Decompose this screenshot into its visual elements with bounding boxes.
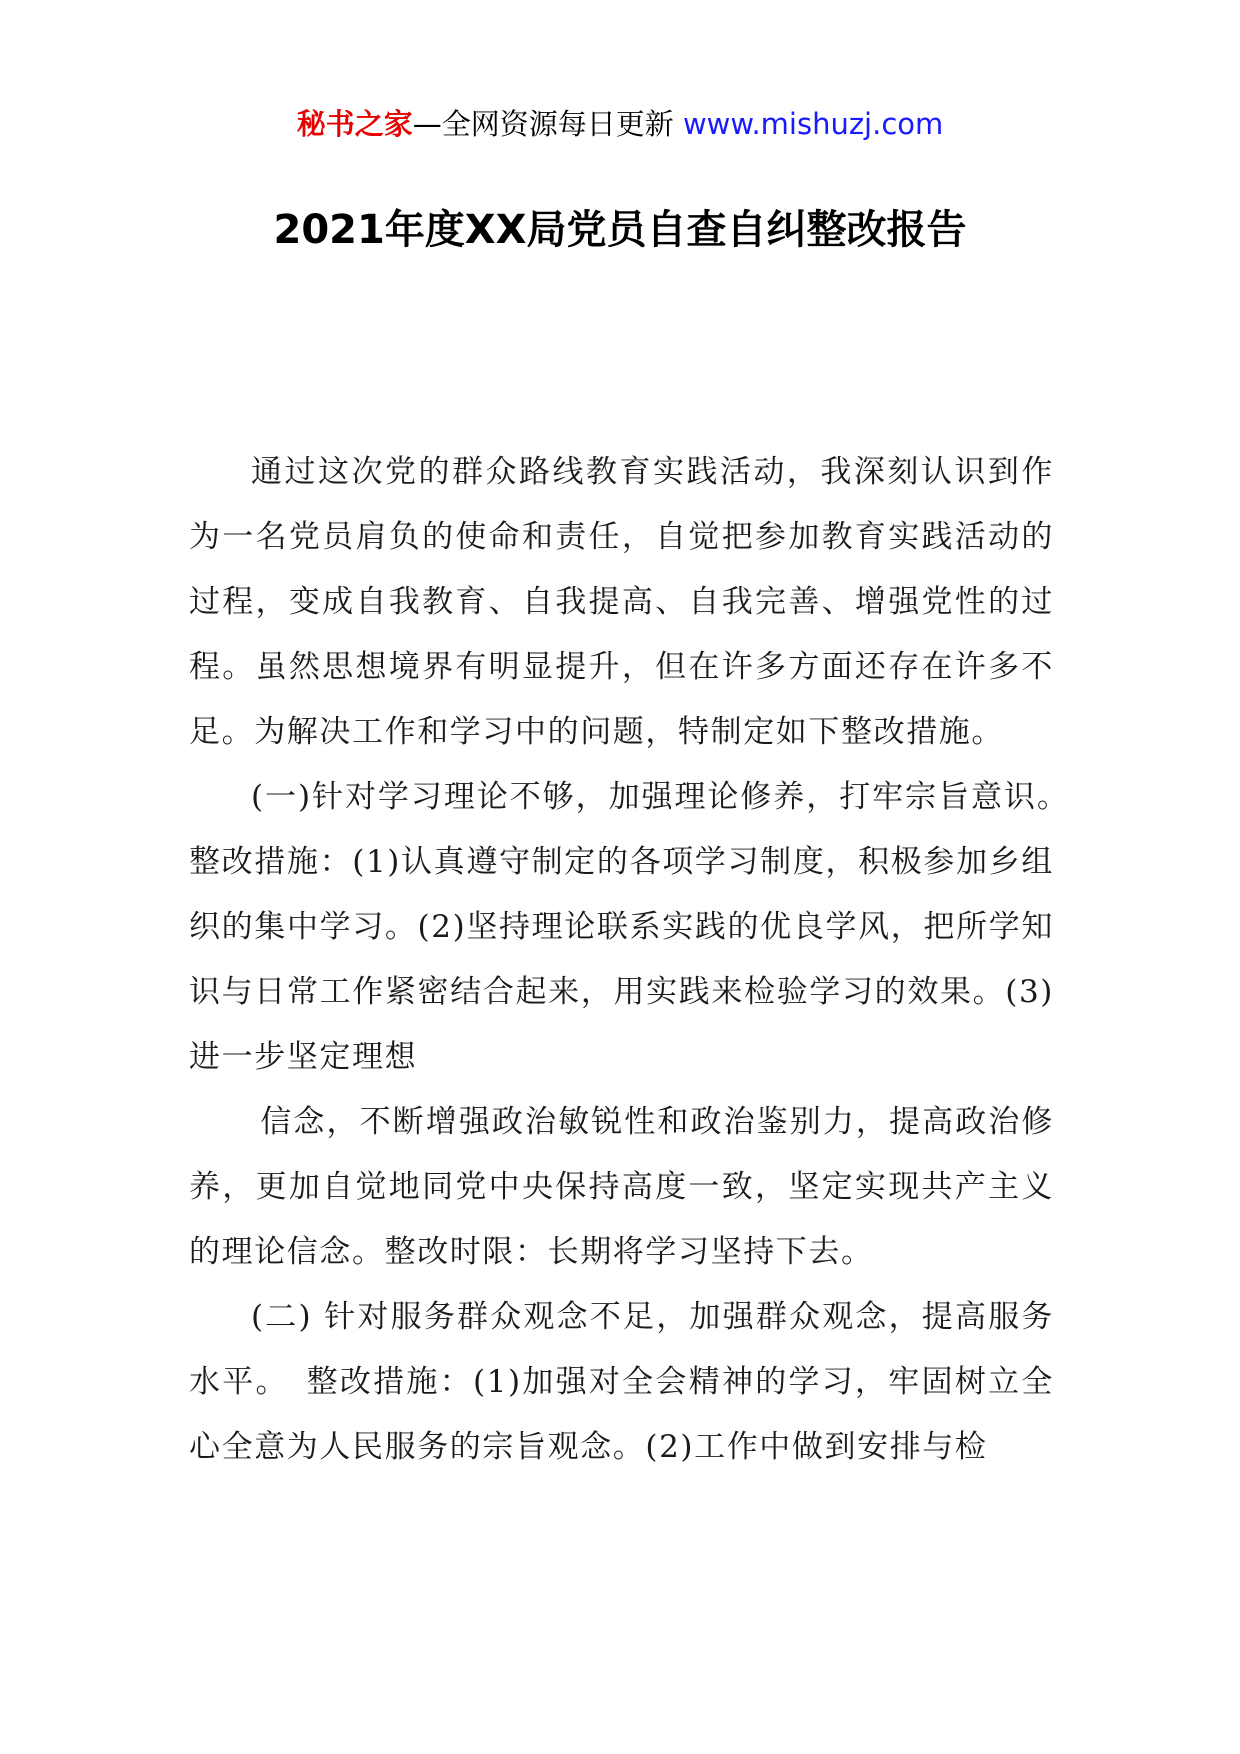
- paragraph-section-1: (一)针对学习理论不够，加强理论修养，打牢宗旨意识。 整改措施：(1)认真遵守制定的各项学习制度，积极参加乡组织的集中学习。(2)坚持理论联系实践的优良学风，把所学知识与日常工作紧密结合起来，用实践来检验学习的效果。(3)进一步坚定理想: [189, 779, 1087, 1075]
- paragraph-section-2: (二) 针对服务群众观念不足，加强群众观念，提高服务水平。 整改措施：(1)加强对全会精神的学习，牢固树立全心全意为人民服务的宗旨观念。(2)工作中做到安排与检: [189, 1299, 1054, 1465]
- document-title: 2021年度XX局党员自查自纠整改报告: [273, 207, 967, 253]
- paragraph-intro: 通过这次党的群众路线教育实践活动，我深刻认识到作为一名党员肩负的使命和责任，自觉把参加教育实践活动的过程，变成自我教育、自我提高、自我完善、增强党性的过程。虽然思想境界有明显提升，但在许多方面还存在许多不足。为解决工作和学习中的问题，特制定如下整改措施。: [189, 454, 1054, 750]
- site-header: [0, 104, 1240, 144]
- document-body: [189, 440, 1087, 1480]
- site-tagline: —全网资源每日更新: [412, 107, 674, 141]
- paragraph-section-1-continued: 信念，不断增强政治敏锐性和政治鉴别力，提高政治修养，更加自觉地同党中央保持高度一致，坚定实现共产主义的理论信念。整改时限：长期将学习坚持下去。: [189, 1104, 1054, 1270]
- site-brand: 秘书之家: [296, 107, 413, 141]
- site-url-link[interactable]: www.mishuzj.com: [682, 107, 944, 141]
